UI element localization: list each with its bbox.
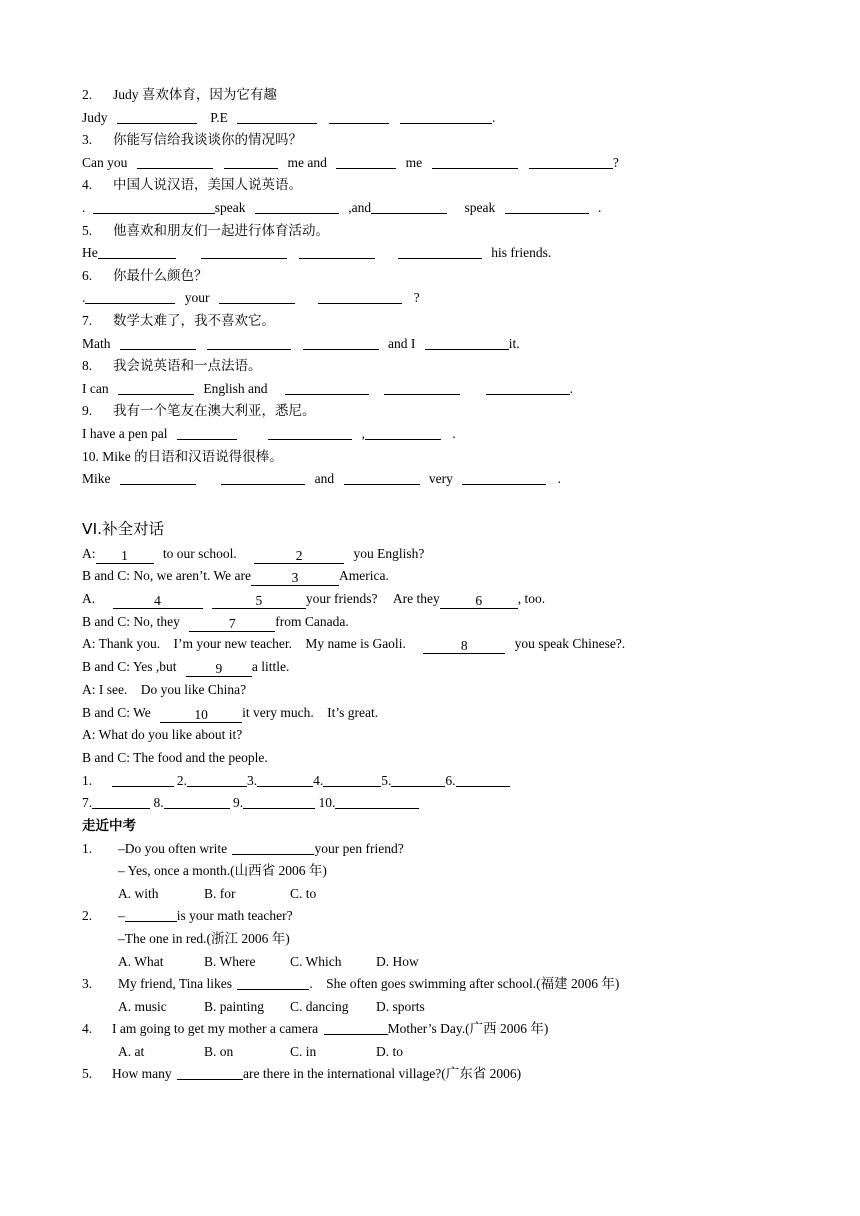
option-b[interactable]: B. Where [204,953,256,969]
exam-q5: 5. How many are there in the international village?(广东省 2006) [82,1066,522,1082]
answer-blank[interactable] [120,469,196,485]
dialog-line: B and C: No, they 7 from Canada. [82,613,349,631]
answer-blank[interactable] [303,334,379,350]
translation-8-en: I can English and . [82,380,573,396]
dialog-blank[interactable]: 10 [160,707,242,723]
translation-9-en: I have a pen pal , . [82,425,456,441]
section-title: VI.补全对话 [82,519,165,538]
dialog-blank[interactable]: 7 [189,616,275,632]
translation-5-cn: 5. 他喜欢和朋友们一起进行体育活动。 [82,222,329,238]
answer-blank[interactable] [207,334,291,350]
exam-q2-source: –The one in red.(浙江 2006 年) [118,930,290,946]
translation-2-cn: 2. Judy 喜欢体育，因为它有趣 [82,87,277,102]
option-c[interactable]: C. Which [290,953,342,969]
answer-blank[interactable] [323,771,381,787]
answer-blank[interactable] [98,243,176,259]
answer-blank[interactable] [486,379,570,395]
dialog-line: B and C: No, we aren’t. We are 3 America. [82,568,389,586]
answer-blank[interactable] [285,379,369,395]
answer-blank[interactable] [391,771,445,787]
option-a[interactable]: A. What [118,953,164,969]
answer-row: 7. 8. 9. 10. [82,792,782,815]
answer-blank[interactable] [243,793,315,809]
translation-9-cn: 9. 我有一个笔友在澳大利亚，悉尼。 [82,403,316,419]
dialog-line: A. 4 5 your friends? Are they 6 , too. [82,591,546,609]
dialog-line: B and C: Yes ,but 9 a little. [82,659,290,677]
answer-blank[interactable] [318,288,402,304]
dialog-blank[interactable]: 4 [113,593,203,609]
answer-blank[interactable] [344,469,420,485]
exam-q4: 4. I am going to get my mother a camera Mother’s Day.(广西 2006 年) [82,1021,549,1037]
dialog-blank[interactable]: 2 [254,548,344,564]
answer-blank[interactable] [268,424,352,440]
answer-blank[interactable] [237,974,309,990]
answer-blank[interactable] [120,334,196,350]
option-c[interactable]: C. in [290,1043,317,1059]
exam-q2: 2. – is your math teacher? [82,908,293,924]
option-b[interactable]: B. for [204,885,236,901]
answer-blank[interactable] [432,153,518,169]
answer-blank[interactable] [456,771,510,787]
answer-blank[interactable] [365,424,441,440]
answer-blank[interactable] [177,424,237,440]
exam-q1-options [82,883,782,906]
answer-blank[interactable] [201,243,287,259]
answer-blank[interactable] [85,288,175,304]
option-c[interactable]: C. dancing [290,998,349,1014]
option-d[interactable]: D. sports [376,998,425,1014]
translation-5-en: He his friends. [82,245,552,261]
dialog-line: A: I see. Do you like China? [82,681,247,697]
option-d[interactable]: D. How [376,953,419,969]
option-d[interactable]: D. to [376,1043,403,1059]
exam-q1: 1. –Do you often write your pen friend? [82,840,404,856]
answer-blank[interactable] [329,108,389,124]
answer-blank[interactable] [237,108,317,124]
translation-3-en: Can you me and me ? [82,154,619,170]
answer-blank[interactable] [125,906,177,922]
answer-blank[interactable] [398,243,482,259]
option-b[interactable]: B. on [204,1043,234,1059]
answer-blank[interactable] [462,469,546,485]
answer-blank[interactable] [384,379,460,395]
translation-2-en: Judy P.E . [82,109,496,125]
dialog-line: A: Thank you. I’m your new teacher. My name is Gaoli. 8 you speak Chinese?. [82,636,626,654]
answer-blank[interactable] [400,108,492,124]
answer-blank[interactable] [336,153,396,169]
exam-q2-options [82,951,782,974]
translation-4-en: . speak ,and speak . [82,199,602,215]
translation-6-cn: 6. 你最什么颜色？ [82,267,208,283]
answer-blank[interactable] [177,1064,243,1080]
option-a[interactable]: A. with [118,885,159,901]
exam-title: 走近中考 [82,817,136,834]
answer-blank[interactable] [118,379,194,395]
answer-blank[interactable] [92,793,150,809]
dialog [82,543,782,815]
dialog-blank[interactable]: 6 [440,593,518,609]
dialog-blank[interactable]: 8 [423,638,505,654]
worksheet-page [82,84,782,1086]
answer-row: 1. 2. 3. 4. 5. 6. [82,770,782,793]
answer-blank[interactable] [93,198,215,214]
dialog-blank[interactable]: 1 [96,548,154,564]
option-c[interactable]: C. to [290,885,317,901]
option-a[interactable]: A. music [118,998,167,1014]
dialog-line: A: 1 to our school. 2 you English? [82,545,425,563]
option-b[interactable]: B. painting [204,998,264,1014]
translation-7-en: Math and I it. [82,335,520,351]
exam-q3: 3. My friend, Tina likes . She often goes swimming after school.(福建 2006 年) [82,976,620,992]
dialog-blank[interactable]: 5 [212,593,306,609]
translation-4-cn: 4. 中国人说汉语，美国人说英语。 [82,177,302,193]
answer-blank[interactable] [164,793,230,809]
translation-10-cn: 10. Mike 的日语和汉语说得很棒。 [82,448,283,464]
dialog-blank[interactable]: 3 [251,570,339,586]
answer-blank[interactable] [187,771,247,787]
answer-blank[interactable] [232,839,314,855]
answer-blank[interactable] [335,793,419,809]
answer-blank[interactable] [257,771,313,787]
translation-10-en: Mike and very . [82,471,561,487]
answer-blank[interactable] [255,198,339,214]
dialog-line: B and C: We 10 it very much. It’s great. [82,704,379,722]
answer-blank[interactable] [117,108,197,124]
translation-3-cn: 3. 你能写信给我谈谈你的情况吗？ [82,132,302,148]
answer-blank[interactable] [219,288,295,304]
answer-blank[interactable] [505,198,589,214]
answer-blank[interactable] [371,198,447,214]
translation-7-cn: 7. 数学太难了，我不喜欢它。 [82,312,275,328]
answer-blank[interactable] [425,334,509,350]
dialog-blank[interactable]: 9 [186,661,252,677]
dialog-line: B and C: The food and the people. [82,749,268,765]
translation-6-en: . your ? [82,290,420,306]
answer-blank[interactable] [137,153,213,169]
answer-blank[interactable] [529,153,613,169]
answer-blank[interactable] [324,1019,388,1035]
answer-blank[interactable] [221,469,305,485]
dialog-line: A: What do you like about it? [82,727,243,743]
answer-blank[interactable] [299,243,375,259]
option-a[interactable]: A. at [118,1043,145,1059]
answer-blank[interactable] [112,771,174,787]
translation-8-cn: 8. 我会说英语和一点法语。 [82,358,262,374]
answer-blank[interactable] [224,153,278,169]
exam-q4-options [82,1041,782,1064]
exam-q1-source: – Yes, once a month.(山西省 2006 年) [118,863,327,879]
exam-q3-options [82,996,782,1019]
